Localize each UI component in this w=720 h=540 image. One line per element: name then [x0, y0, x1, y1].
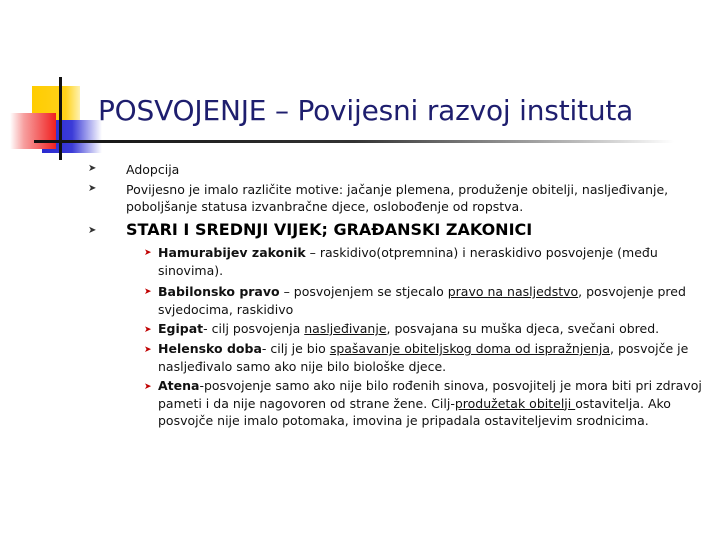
title-underline	[34, 140, 674, 143]
sub-bullet	[158, 320, 703, 338]
sub-bullet-term: Egipat	[158, 321, 204, 336]
sub-bullet	[158, 377, 703, 430]
sub-bullet-text: - cilj posvojenja	[203, 321, 305, 336]
decor-vertical-line	[59, 77, 62, 160]
sub-bullet-text: - cilj je bio	[261, 341, 330, 356]
sub-bullet-term: Helensko doba	[158, 341, 262, 356]
sub-bullet-term: Atena	[158, 378, 200, 393]
underlined-text: spašavanje obiteljskog doma od ispražnjenja	[329, 341, 611, 356]
sub-bullet-text: ostavitelja. Ako posvojče nije imalo potomaka, imovina je pripadala ostaviteljevim srodnicima.	[158, 395, 671, 428]
decor-red-square	[10, 113, 56, 149]
arrow-bullet-icon: ➤	[144, 382, 152, 392]
arrow-bullet-icon: ➤	[88, 183, 97, 194]
sub-bullet-text: , posvojenje pred svjedocima, raskidivo	[158, 284, 686, 317]
sub-bullet-text: , posvojče je nasljeđivalo samo ako nije bilo biološke djece.	[158, 341, 689, 374]
section-heading: STARI I SREDNJI VIJEK; GRAĐANSKI ZAKONICI	[126, 220, 533, 239]
sub-bullet	[158, 244, 703, 279]
underlined-text: produžetak obitelji	[454, 395, 576, 411]
arrow-bullet-icon: ➤	[88, 225, 97, 236]
sub-bullet	[158, 283, 703, 318]
bullet-text: Povijesno je imalo različite motive: jačanje plemena, produženje obitelji, nasljeđivanje, poboljšanje statusa izvanbračne djece, oslobođenje od ropstva.	[126, 182, 669, 214]
underlined-text: pravo na nasljedstvo	[447, 284, 579, 299]
arrow-bullet-icon: ➤	[144, 287, 152, 297]
arrow-bullet-icon: ➤	[88, 163, 97, 174]
sub-bullet-text: – raskidivo(otpremnina) i neraskidivo posvojenje (među sinovima).	[158, 245, 658, 278]
arrow-bullet-icon: ➤	[144, 248, 152, 258]
underlined-text: nasljeđivanje	[304, 321, 387, 336]
arrow-bullet-icon: ➤	[144, 345, 152, 355]
sub-bullet-text: , posvajana su muška djeca, svečani obred.	[386, 321, 660, 336]
sub-bullet	[158, 340, 703, 375]
sub-bullet-term: Babilonsko pravo	[158, 284, 280, 299]
sub-bullet-text: -posvojenje samo ako nije bilo rođenih sinova, posvojitelj je mora biti pri zdravoj pameti i da nije nagovoren od strane žene. Cilj-	[158, 378, 702, 411]
sub-bullet-term: Hamurabijev zakonik	[158, 245, 306, 260]
slide-title: POSVOJENJE – Povijesni razvoj instituta	[98, 94, 634, 127]
arrow-bullet-icon: ➤	[144, 325, 152, 335]
sub-bullet-text: – posvojenjem se stjecalo	[279, 284, 448, 299]
bullet-text: Adopcija	[126, 162, 180, 177]
